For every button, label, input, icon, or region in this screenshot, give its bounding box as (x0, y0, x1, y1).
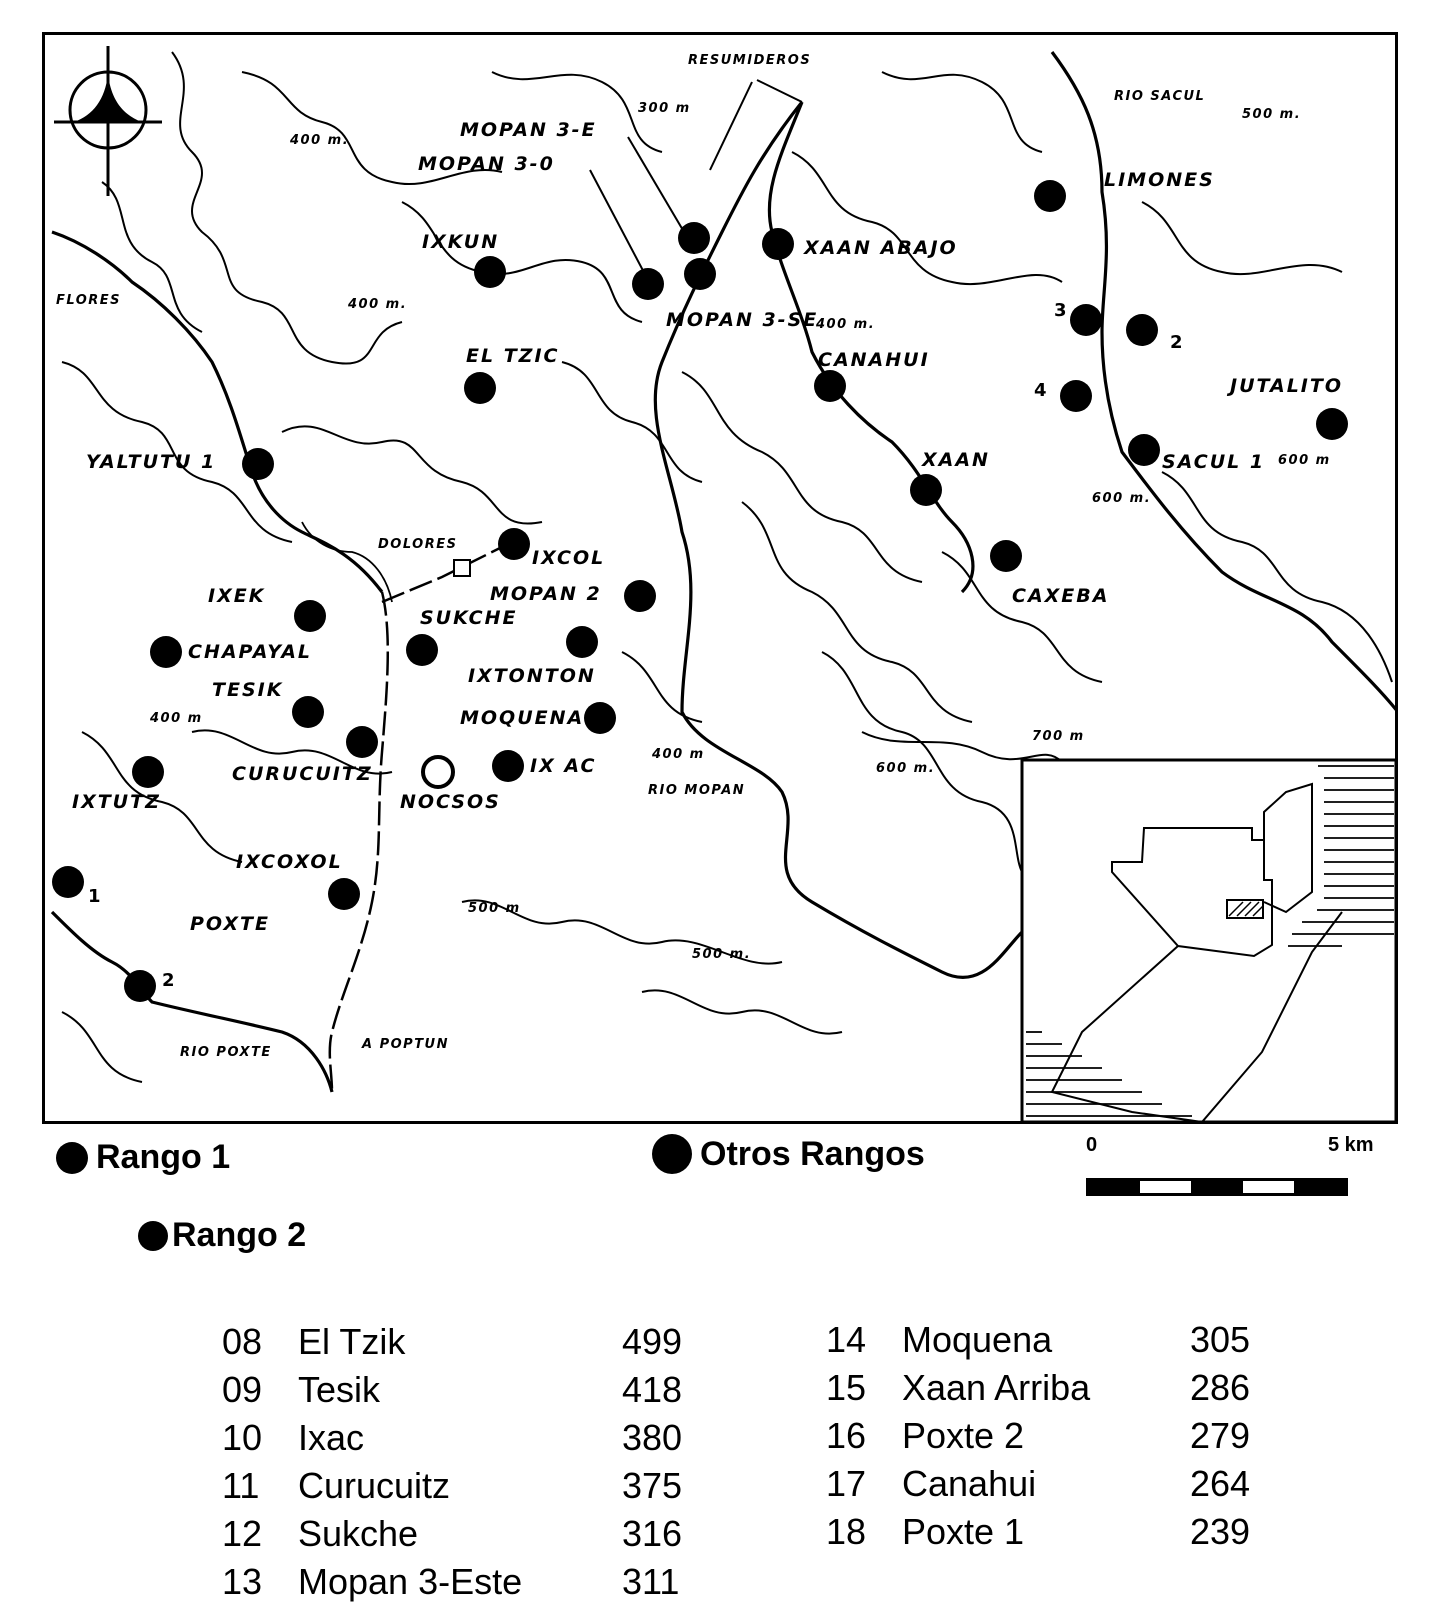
site-dot (990, 540, 1022, 572)
label-mopan-3se: MOPAN 3-SE (666, 309, 819, 331)
table-row: 15 Xaan Arriba 286 (826, 1367, 1251, 1408)
site-dot (346, 726, 378, 758)
site-dot (498, 528, 530, 560)
label-curucuitz: CURUCUITZ (232, 763, 373, 785)
elev-8: 400 m (150, 711, 203, 726)
site-dot (292, 696, 324, 728)
site-num-sacul-2: 2 (1170, 332, 1183, 353)
label-a-poptun: A POPTUN (362, 1037, 449, 1052)
label-ixek: IXEK (208, 585, 266, 607)
site-dot (1034, 180, 1066, 212)
label-rio-mopan: RIO MOPAN (648, 783, 746, 798)
site-table-left (222, 1318, 722, 1606)
site-dot (762, 228, 794, 260)
label-poxte: POXTE (190, 913, 270, 935)
site-dot (1070, 304, 1102, 336)
label-moquena: MOQUENA (460, 707, 585, 729)
label-ixtutz: IXTUTZ (72, 791, 161, 813)
scale-start-label: 0 (1086, 1134, 1098, 1156)
label-chapayal: CHAPAYAL (188, 641, 313, 663)
map (42, 32, 1398, 1124)
label-rio-poxte: RIO POXTE (180, 1045, 272, 1060)
label-el-tzic: EL TZIC (466, 345, 560, 367)
site-dot (678, 222, 710, 254)
site-num-poxte-1: 1 (88, 886, 101, 907)
legend-otros-rangos (652, 1134, 925, 1174)
elev-6: 600 m. (1092, 491, 1152, 506)
site-table-right (826, 1316, 1326, 1556)
label-ixkun: IXKUN (422, 231, 500, 253)
scale-end-label: 5 km (1328, 1134, 1374, 1156)
rango-2-dot-icon (138, 1221, 168, 1251)
legend-rango-2-label: Rango 2 (172, 1216, 307, 1254)
site-dot (1126, 314, 1158, 346)
elev-3: 500 m. (1242, 107, 1302, 122)
site-dot (814, 370, 846, 402)
site-dot (684, 258, 716, 290)
label-flores: FLORES (56, 293, 122, 308)
table-row: 09 Tesik 418 (222, 1369, 683, 1410)
elev-10: 700 m (1032, 729, 1085, 744)
site-num-poxte-2: 2 (162, 970, 175, 991)
table-row: 12 Sukche 316 (222, 1513, 683, 1554)
label-sukche: SUKCHE (420, 607, 518, 629)
scale-bar-graphic (1086, 1178, 1348, 1196)
site-dot (1128, 434, 1160, 466)
rango-1-dot-icon (56, 1142, 88, 1174)
site-dot (632, 268, 664, 300)
site-dot (492, 750, 524, 782)
site-dot (1316, 408, 1348, 440)
site-dot (132, 756, 164, 788)
elev-7: 600 m (1278, 453, 1331, 468)
elev-9: 400 m (652, 747, 705, 762)
label-xaan: XAAN (922, 449, 990, 471)
site-dot (242, 448, 274, 480)
site-num-4: 4 (1034, 380, 1047, 401)
elev-2: 300 m (638, 101, 691, 116)
label-canahui: CANAHUI (818, 349, 930, 371)
label-ixcoxol: IXCOXOL (236, 851, 343, 873)
table-row: 18 Poxte 1 239 (826, 1511, 1251, 1552)
site-dot (406, 634, 438, 666)
label-xaan-abajo: XAAN ABAJO (804, 237, 958, 259)
site-dot (474, 256, 506, 288)
label-caxeba: CAXEBA (1012, 585, 1110, 607)
site-dot (624, 580, 656, 612)
site-num-3: 3 (1054, 300, 1067, 321)
table-row: 08 El Tzik 499 (222, 1321, 683, 1362)
label-resumideros: RESUMIDEROS (688, 53, 812, 68)
legend-rango-2 (138, 1216, 306, 1255)
dolores-marker (454, 560, 470, 576)
legend-rango-1 (56, 1138, 230, 1177)
label-limones: LIMONES (1104, 169, 1215, 191)
site-dot (124, 970, 156, 1002)
elev-5: 400 m. (816, 317, 876, 332)
scale-bar (1086, 1134, 1386, 1194)
table-row: 10 Ixac 380 (222, 1417, 683, 1458)
site-dot (1060, 380, 1092, 412)
legend-rango-1-label: Rango 1 (96, 1138, 231, 1176)
table-row: 14 Moquena 305 (826, 1319, 1251, 1360)
site-dot (464, 372, 496, 404)
legend-otros-rangos-label: Otros Rangos (700, 1134, 925, 1173)
table-row: 11 Curucuitz 375 (222, 1465, 683, 1506)
label-ix-ac: IX AC (530, 755, 597, 777)
table-row: 16 Poxte 2 279 (826, 1415, 1251, 1456)
label-yaltutu-1: YALTUTU 1 (86, 451, 217, 473)
table-row: 17 Canahui 264 (826, 1463, 1251, 1504)
elev-4: 400 m. (348, 297, 408, 312)
label-dolores: DOLORES (378, 537, 458, 552)
otros-rangos-dot-icon (652, 1134, 692, 1174)
inset-map (1022, 760, 1396, 1122)
label-mopan-3o: MOPAN 3-0 (418, 153, 555, 175)
table-row: 13 Mopan 3-Este 311 (222, 1561, 680, 1602)
label-jutalito: JUTALITO (1230, 375, 1343, 397)
site-dot (52, 866, 84, 898)
elev-11: 600 m. (876, 761, 936, 776)
label-ixtonton: IXTONTON (468, 665, 596, 687)
site-dot (584, 702, 616, 734)
label-sacul-1: SACUL 1 (1162, 451, 1266, 473)
label-mopan-3e: MOPAN 3-E (460, 119, 597, 141)
elev-1: 400 m. (290, 133, 350, 148)
elev-13: 500 m. (692, 947, 752, 962)
label-ixcol: IXCOL (532, 547, 606, 569)
site-dot (910, 474, 942, 506)
label-mopan-2: MOPAN 2 (490, 583, 602, 605)
site-dot (566, 626, 598, 658)
label-tesik: TESIK (212, 679, 284, 701)
elev-12: 500 m (468, 901, 521, 916)
label-nocsos: NOCSOS (400, 791, 501, 813)
label-rio-sacul: RIO SACUL (1114, 89, 1206, 104)
site-dot (150, 636, 182, 668)
site-dot (294, 600, 326, 632)
site-dot (328, 878, 360, 910)
site-dot-nocsos (423, 757, 453, 787)
